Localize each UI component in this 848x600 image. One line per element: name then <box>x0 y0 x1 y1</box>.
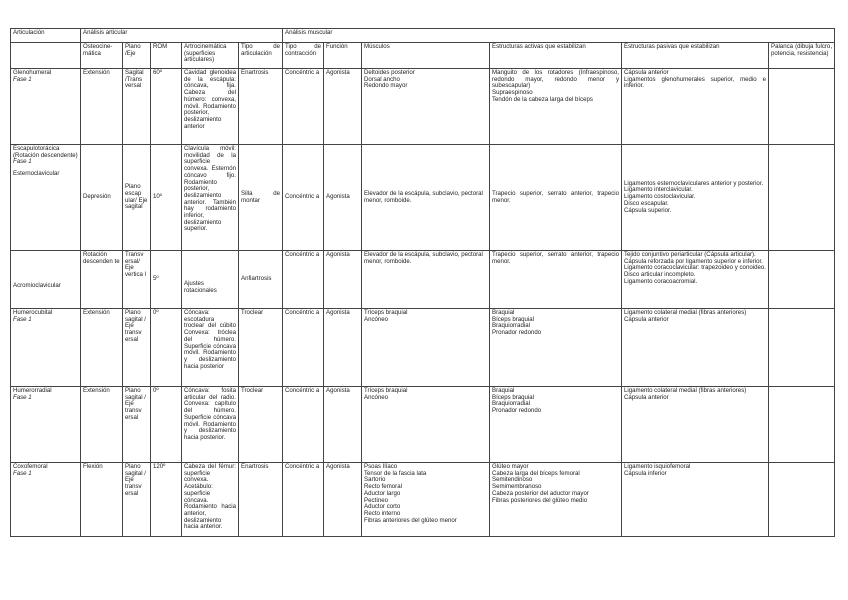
funcion-cell: Agonista <box>324 309 362 387</box>
articulacion-cell: Escapulotorácica (Rotación descendente) Fase 1 Esternoclavicular <box>11 145 81 251</box>
plano-cell: Plano escap ular/ Eje sagital <box>123 145 151 251</box>
artrocinematica-cell: Cabeza del fémur: superficie convexa. Acetábulo: superficie cóncava. Rodamiento hacia anterior, deslizamiento hacia anterior. <box>182 463 239 537</box>
tipo-articulacion-cell: Enartrosis <box>239 69 283 145</box>
table-row <box>11 387 835 463</box>
header-plano-eje: Plano /Eje <box>123 43 151 69</box>
osteocinematica-cell: Extensión <box>81 69 123 145</box>
tipo-contraccion-cell: Concéntric a <box>283 309 324 387</box>
analysis-table <box>10 28 835 537</box>
rom-cell: 5º <box>151 251 182 309</box>
plano-cell: Transv ersal/ Eje vertica l <box>123 251 151 309</box>
header-osteocinematica: Osteocine-mática <box>81 43 123 69</box>
header-funcion: Función <box>324 43 362 69</box>
articulacion-cell: Glenohumeral Fase 1 <box>11 69 81 145</box>
tipo-articulacion-cell: Troclear <box>239 387 283 463</box>
musculos-cell: Psoas Ilíaco Tensor de la fascia lata Sartorio Recto femoral Aductor largo Pectíneo Aductor corto Recto interno Fibras anteriores del glúteo menor <box>362 463 490 537</box>
header-row-top <box>11 29 835 43</box>
articulacion-cell: Coxofemoral Fase 1 <box>11 463 81 537</box>
header-artrocinematica: Artrocinemática (superficies articulares) <box>182 43 239 69</box>
tipo-contraccion-cell: Concéntric a <box>283 463 324 537</box>
funcion-cell: Agonista <box>324 387 362 463</box>
osteocinematica-cell: Extensión <box>81 309 123 387</box>
tipo-articulacion-cell: Silla de montar <box>239 145 283 251</box>
table-row <box>11 309 835 387</box>
rom-cell: 10º <box>151 145 182 251</box>
estructuras-activas-cell: Braquial Bíceps braquial Braquiorradial Pronador redondo <box>490 309 622 387</box>
estructuras-pasivas-cell: Cápsula anterior Ligamentos glenohumerales superior, medio e inferior. <box>622 69 769 145</box>
palanca-cell <box>769 309 835 387</box>
table-row <box>11 251 835 309</box>
musculos-cell: Tríceps braquial Ancóneo <box>362 387 490 463</box>
musculos-cell: Elevador de la escápula, subclavio, pectoral menor, romboide. <box>362 251 490 309</box>
header-tipo-articulacion: Tipo de articulación <box>239 43 283 69</box>
artrocinematica-cell: Cavidad glenoidea de la escápula: cóncava, fija. Cabeza del húmero: convexa, móvil. Rodamiento posterior, deslizamiento anterior <box>182 69 239 145</box>
estructuras-pasivas-cell: Ligamento colateral medial (fibras anteriores) Cápsula anterior <box>622 387 769 463</box>
tipo-contraccion-cell: Concéntric a <box>283 145 324 251</box>
plano-cell: Plano sagital / Eje transv ersal <box>123 463 151 537</box>
palanca-cell <box>769 463 835 537</box>
estructuras-pasivas-cell: Ligamento isquiofemoral Cápsula inferior <box>622 463 769 537</box>
artrocinematica-cell: Cóncava: fosita articular del radio. Convexa: capítulo del húmero. Superficie cóncava móvil. Rodamiento y deslizamiento hacia posterior. <box>182 387 239 463</box>
header-rom: ROM <box>151 43 182 69</box>
osteocinematica-cell: Flexión <box>81 463 123 537</box>
header-palanca: Palanca (dibuja fulcro, potencia, resistencia) <box>769 43 835 69</box>
plano-cell: Plano sagital / Eje transv ersal <box>123 387 151 463</box>
estructuras-activas-cell: Trapecio superior, serrato anterior, trapecio menor. <box>490 145 622 251</box>
header-estructuras-pasivas: Estructuras pasivas que estabilizan <box>622 43 769 69</box>
estructuras-activas-cell: Glúteo mayor Cabeza larga del bíceps femoral Semitendinoso Semimembranoso Cabeza posterior del aductor mayor Fibras posteriores del glúteo medio <box>490 463 622 537</box>
rom-cell: 0º <box>151 309 182 387</box>
artrocinematica-cell: Cóncava: escotadura troclear del cúbito Convexa: tróclea del húmero. Superficie cóncava móvil. Rodamiento y deslizamiento hacia posterior <box>182 309 239 387</box>
artrocinematica-cell: Clavícula móvil: movilidad de la superficie convexa. Esternón cóncavo fijo. Rodamiento posterior, deslizamiento anterior. También hay rodamiento inferior, deslizamiento superior. <box>182 145 239 251</box>
estructuras-pasivas-cell: Ligamento colateral medial (fibras anteriores) Cápsula anterior <box>622 309 769 387</box>
header-estructuras-activas: Estructuras activas que estabilizan <box>490 43 622 69</box>
rom-cell: 60º <box>151 69 182 145</box>
tipo-contraccion-cell: Concéntric a <box>283 251 324 309</box>
rom-cell: 120º <box>151 463 182 537</box>
header-empty <box>11 43 81 69</box>
palanca-cell <box>769 251 835 309</box>
musculos-cell: Elevador de la escápula, subclavio, pectoral menor, romboide. <box>362 145 490 251</box>
funcion-cell: Agonista <box>324 251 362 309</box>
estructuras-activas-cell: Braquial Bíceps braquial Braquiorradial Pronador redondo <box>490 387 622 463</box>
musculos-cell: Tríceps braquial Ancóneo <box>362 309 490 387</box>
header-articulacion: Articulación <box>11 29 81 43</box>
estructuras-activas-cell: Manguito de los rotadores (Infraespinoso, redondo mayor, redondo menor y subescapular) Supraespinoso Tendón de la cabeza larga del bíceps <box>490 69 622 145</box>
articulacion-cell: Humerorradial Fase 1 <box>11 387 81 463</box>
articulacion-cell: Humerocubital Fase 1 <box>11 309 81 387</box>
palanca-cell <box>769 145 835 251</box>
palanca-cell <box>769 69 835 145</box>
funcion-cell: Agonista <box>324 145 362 251</box>
plano-cell: Sagital /Trans versal <box>123 69 151 145</box>
estructuras-pasivas-cell: Tejido conjuntivo periarticular (Cápsula articular). Cápsula reforzada por ligamento superior e inferior. Ligamento coracoclavicular: trapezoideo y conoideo. Disco articular incompleto. Ligamento coracoacromial. <box>622 251 769 309</box>
tipo-contraccion-cell: Concéntric a <box>283 387 324 463</box>
funcion-cell: Agonista <box>324 69 362 145</box>
rom-cell: 0º <box>151 387 182 463</box>
header-tipo-contraccion: Tipo de contracción <box>283 43 324 69</box>
osteocinematica-cell: Extensión <box>81 387 123 463</box>
header-row-sub <box>11 43 835 69</box>
palanca-cell <box>769 387 835 463</box>
tipo-articulacion-cell: Enartrosis <box>239 463 283 537</box>
articulacion-cell: Acromioclavicular <box>11 251 81 309</box>
tipo-articulacion-cell: Anfiartrosis <box>239 251 283 309</box>
osteocinematica-cell: Rotación descenden te <box>81 251 123 309</box>
table-row <box>11 69 835 145</box>
tipo-articulacion-cell: Troclear <box>239 309 283 387</box>
artrocinematica-cell: Ajustes rotacionales <box>182 251 239 309</box>
table-row <box>11 145 835 251</box>
osteocinematica-cell: Depresión <box>81 145 123 251</box>
plano-cell: Plano sagital / Eje transv ersal <box>123 309 151 387</box>
musculos-cell: Deltoides posterior Dorsal ancho Redondo mayor <box>362 69 490 145</box>
estructuras-pasivas-cell: Ligamentos esternoclaviculares anterior y posterior. Ligamento interclavicular. Ligamento costoclavicular. Disco escapular. Cápsula superior. <box>622 145 769 251</box>
tipo-contraccion-cell: Concéntric a <box>283 69 324 145</box>
header-analisis-muscular: Análisis muscular <box>283 29 835 43</box>
header-analisis-articular: Análisis articular <box>81 29 283 43</box>
funcion-cell: Agonista <box>324 463 362 537</box>
table-row <box>11 463 835 537</box>
header-musculos: Músculos <box>362 43 490 69</box>
estructuras-activas-cell: Trapecio superior, serrato anterior, trapecio menor. <box>490 251 622 309</box>
